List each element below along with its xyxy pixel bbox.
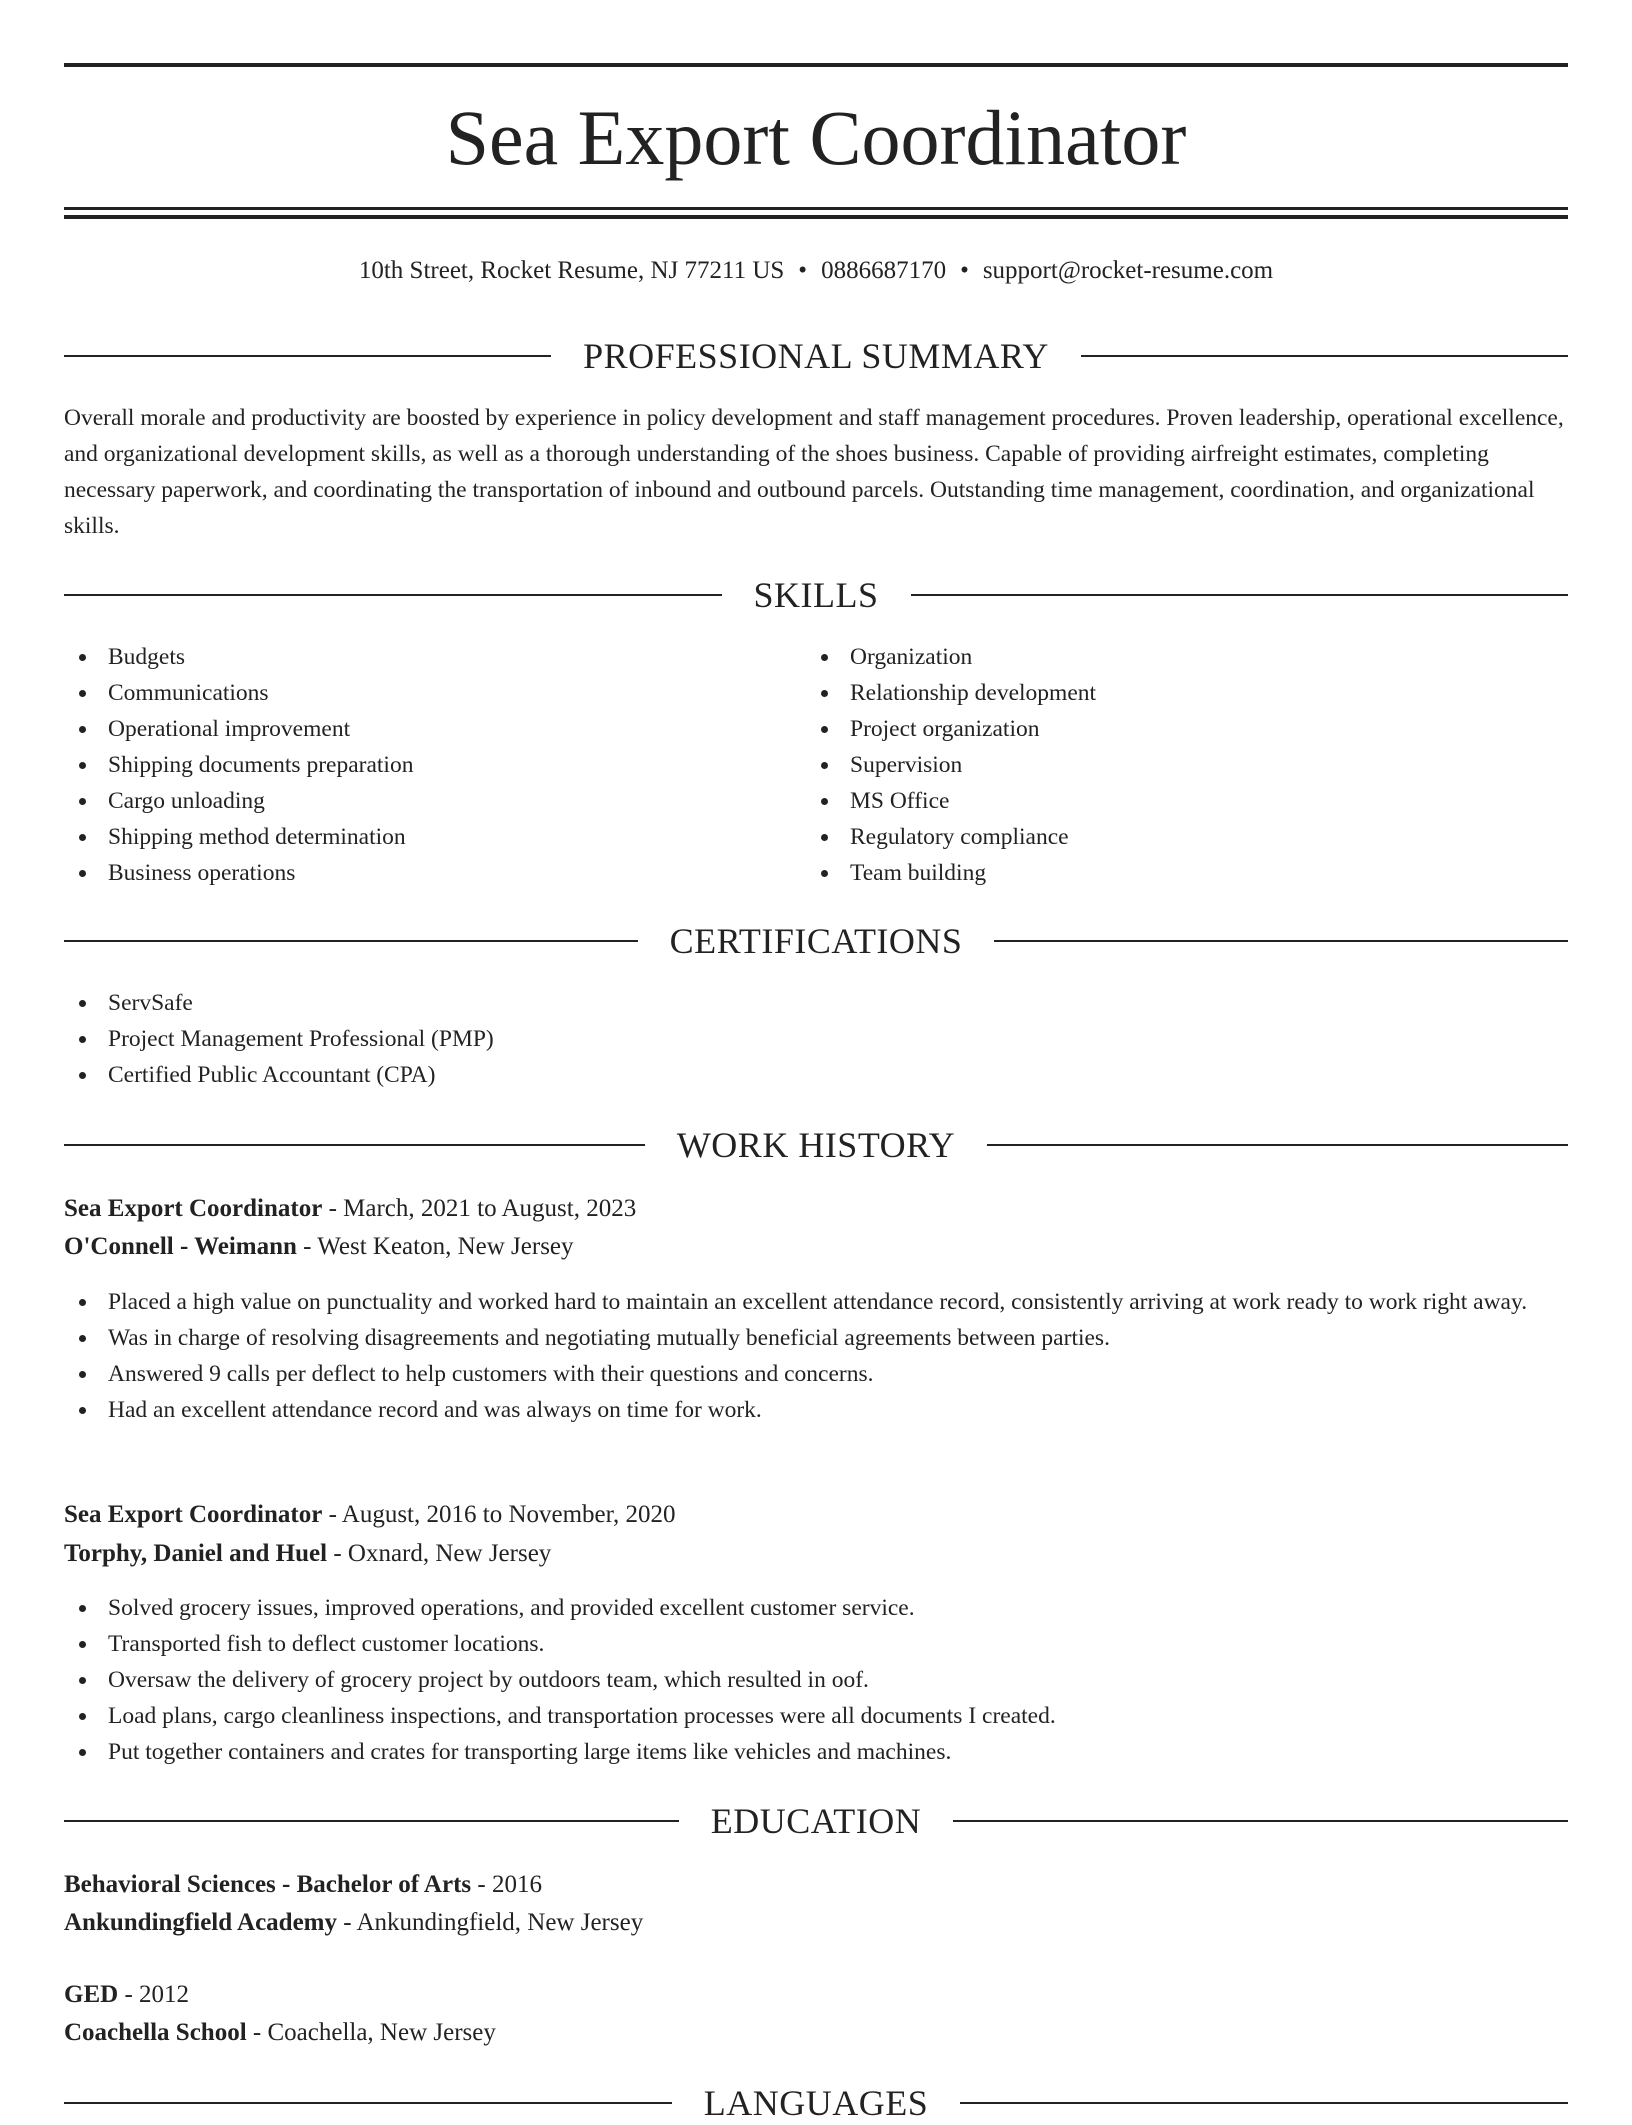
section-heading-skills [64, 573, 1568, 617]
contact-address: 10th Street, Rocket Resume, NJ 77211 US [358, 257, 785, 284]
certification-item: ServSafe [64, 985, 1568, 1021]
certification-item: Project Management Professional (PMP) [64, 1021, 1568, 1057]
job-dates: - March, 2021 to August, 2023 [322, 1195, 637, 1222]
section-title: SKILLS [753, 575, 879, 615]
heading-rule [64, 594, 722, 596]
job-bullets [64, 1284, 1568, 1428]
contact-line [64, 254, 1568, 288]
education-school: Coachella School [64, 2019, 247, 2046]
contact-separator: • [960, 257, 969, 284]
section-title: LANGUAGES [703, 2083, 929, 2123]
contact-separator: • [798, 257, 808, 284]
heading-rule [64, 940, 638, 942]
certification-item: Certified Public Accountant (CPA) [64, 1057, 1568, 1093]
job-company-line [64, 1536, 1568, 1572]
heading-rule [911, 594, 1569, 596]
heading-rule [64, 1144, 645, 1146]
education-school-line [64, 1905, 1568, 1941]
job-bullet: Solved grocery issues, improved operations, and provided excellent customer service. [64, 1590, 1568, 1626]
job-bullet: Was in charge of resolving disagreements and negotiating mutually beneficial agreements between parties. [64, 1320, 1568, 1356]
summary-text: Overall morale and productivity are boosted by experience in policy development and staff management procedures. Proven leadership, operational excellence, and organizational development skills, as well as a thorough understanding of the shoes business. Capable of providing airfreight estimates, completing necessary paperwork, and coordinating the transportation of inbound and outbound parcels. Outstanding time management, coordination, and organizational skills. [64, 405, 1564, 539]
job-bullet: Oversaw the delivery of grocery project by outdoors team, which resulted in oof. [64, 1662, 1568, 1698]
contact-email: support@rocket-resume.com [982, 257, 1274, 284]
heading-rule [64, 355, 551, 357]
education-location: - Coachella, New Jersey [246, 2019, 496, 2046]
header-bottom-rule [64, 207, 1568, 210]
skill-item: Cargo unloading [64, 783, 804, 819]
job-company: Torphy, Daniel and Huel [64, 1540, 328, 1567]
job-bullet: Load plans, cargo cleanliness inspections, and transportation processes were all documents I created. [64, 1698, 1568, 1734]
resume-title: Sea Export Coordinator [445, 94, 1187, 181]
skill-item: Shipping method determination [64, 819, 804, 855]
contact-phone: 0886687170 [821, 257, 947, 284]
section-heading-education [64, 1799, 1568, 1843]
education-degree: Behavioral Sciences - Bachelor of Arts [64, 1871, 472, 1898]
skill-item: Business operations [64, 855, 804, 891]
education-location: - Ankundingfield, New Jersey [337, 1909, 644, 1936]
education-year: - 2012 [118, 1981, 190, 2008]
education-degree: GED [64, 1981, 119, 2008]
job-location: - West Keaton, New Jersey [296, 1233, 574, 1260]
section-title: CERTIFICATIONS [669, 921, 963, 961]
section-heading-certifications [64, 919, 1568, 963]
job-bullet: Placed a high value on punctuality and worked hard to maintain an excellent attendance record, consistently arriving at work ready to work right away. [64, 1284, 1568, 1320]
skill-item: Organization [806, 639, 1566, 675]
education-school-line [64, 2015, 1568, 2051]
certifications-list [64, 985, 1568, 1093]
job-title: Sea Export Coordinator [64, 1195, 323, 1222]
education-school: Ankundingfield Academy [64, 1909, 337, 1936]
job-dates: - August, 2016 to November, 2020 [322, 1501, 676, 1528]
section-title: PROFESSIONAL SUMMARY [583, 336, 1049, 376]
skills-column-right [806, 639, 1566, 891]
skill-item: MS Office [806, 783, 1566, 819]
heading-rule [994, 940, 1568, 942]
heading-rule [64, 1820, 679, 1822]
job-bullets [64, 1590, 1568, 1770]
section-heading-work-history [64, 1123, 1568, 1167]
heading-rule [1081, 355, 1568, 357]
section-title: EDUCATION [710, 1801, 922, 1841]
job-bullet: Answered 9 calls per deflect to help customers with their questions and concerns. [64, 1356, 1568, 1392]
education-degree-line [64, 1977, 1568, 2013]
job-title-line [64, 1191, 1568, 1227]
skill-item: Supervision [806, 747, 1566, 783]
skills-column-left [64, 639, 804, 891]
job-company: O'Connell - Weimann [64, 1233, 297, 1260]
skill-item: Communications [64, 675, 804, 711]
job-bullet: Had an excellent attendance record and was always on time for work. [64, 1392, 1568, 1428]
heading-rule [987, 1144, 1568, 1146]
education-degree-line [64, 1867, 1568, 1903]
section-heading-summary [64, 334, 1568, 378]
skill-item: Shipping documents preparation [64, 747, 804, 783]
skill-item: Regulatory compliance [806, 819, 1566, 855]
section-heading-languages [64, 2081, 1568, 2125]
skill-item: Budgets [64, 639, 804, 675]
job-title: Sea Export Coordinator [64, 1501, 323, 1528]
skill-item: Relationship development [806, 675, 1566, 711]
header-bottom-rule-2 [64, 215, 1568, 219]
job-bullet: Transported fish to deflect customer locations. [64, 1626, 1568, 1662]
heading-rule [64, 2102, 672, 2104]
header-top-rule [64, 63, 1568, 67]
section-title: WORK HISTORY [676, 1125, 956, 1165]
skill-item: Operational improvement [64, 711, 804, 747]
heading-rule [960, 2102, 1568, 2104]
education-year: - 2016 [471, 1871, 542, 1898]
skill-item: Team building [806, 855, 1566, 891]
heading-rule [953, 1820, 1568, 1822]
skill-item: Project organization [806, 711, 1566, 747]
job-title-line [64, 1497, 1568, 1533]
job-bullet: Put together containers and crates for transporting large items like vehicles and machines. [64, 1734, 1568, 1770]
job-company-line [64, 1229, 1568, 1265]
job-location: - Oxnard, New Jersey [327, 1540, 552, 1567]
